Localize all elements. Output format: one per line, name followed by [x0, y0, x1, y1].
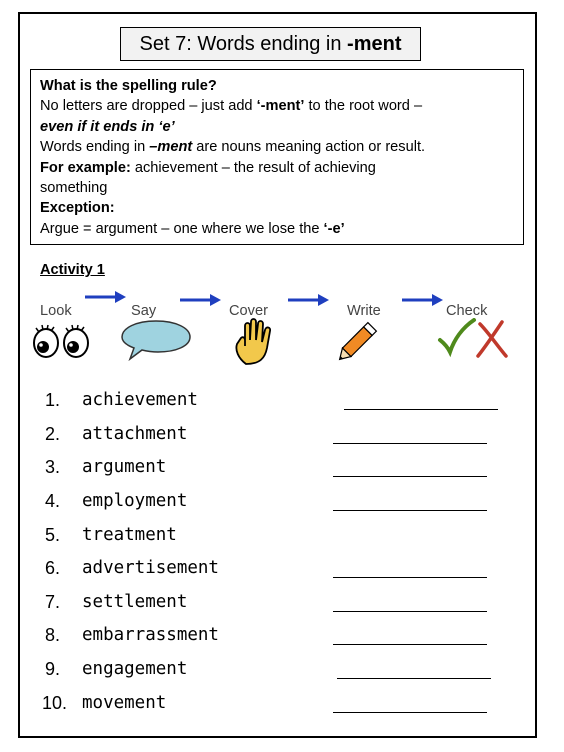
word-text: treatment [82, 525, 177, 545]
arrow-icon [402, 293, 444, 307]
arrow-icon [288, 293, 330, 307]
tick-cross-icon [436, 318, 512, 360]
title-prefix: Set 7: Words ending in [139, 33, 348, 55]
answer-line[interactable] [333, 476, 487, 477]
answer-line[interactable] [333, 443, 487, 444]
list-item: 8. embarrassment [45, 623, 505, 656]
word-text: achievement [82, 390, 198, 410]
word-text: settlement [82, 592, 188, 612]
spelling-rule-box [30, 69, 524, 245]
answer-line[interactable] [333, 611, 487, 612]
answer-line[interactable] [333, 510, 487, 511]
word-text: embarrassment [82, 625, 219, 645]
answer-line[interactable] [344, 409, 498, 410]
list-item: 3. argument [45, 455, 505, 488]
word-text: attachment [82, 424, 188, 444]
rule-line-1: No letters are dropped – just add ‘-ment’ to the root word – [40, 98, 423, 115]
arrow-icon [180, 293, 222, 307]
list-item: 6. advertisement [45, 556, 505, 589]
word-text: employment [82, 491, 188, 511]
page-title [120, 27, 421, 61]
title-suffix: -ment [347, 33, 402, 55]
word-text: argument [82, 457, 167, 477]
step-check-label: Check [446, 303, 488, 319]
list-item: 2. attachment [45, 422, 505, 455]
list-item: 1. achievement [45, 388, 505, 421]
rule-line-3: Words ending in –ment are nouns meaning action or result. [40, 139, 426, 156]
rule-exception-label: Exception: [40, 200, 115, 217]
step-look-label: Look [40, 303, 72, 319]
answer-line[interactable] [333, 644, 487, 645]
eyes-icon [32, 322, 94, 360]
list-item: 7. settlement [45, 590, 505, 623]
word-text: advertisement [82, 558, 219, 578]
rule-example-cont: something [40, 180, 108, 197]
activity-title: Activity 1 [40, 262, 105, 278]
rule-heading: What is the spelling rule? [40, 78, 217, 94]
rule-example: For example: achievement – the result of achieving [40, 159, 376, 176]
list-item: 9. engagement [45, 657, 505, 690]
step-write-label: Write [347, 303, 381, 319]
rule-line-2: even if it ends in ‘e’ [40, 118, 175, 135]
list-item: 5. treatment [45, 525, 177, 545]
pencil-icon [334, 318, 382, 364]
step-say-label: Say [131, 303, 157, 319]
answer-line[interactable] [333, 577, 487, 578]
speech-bubble-icon [118, 318, 194, 362]
arrow-icon [85, 290, 127, 304]
rule-exception: Argue = argument – one where we lose the ‘-e’ [40, 220, 345, 237]
word-text: engagement [82, 659, 188, 679]
hand-icon [232, 316, 278, 366]
list-item: 4. employment [45, 489, 505, 522]
list-item: 10. movement [45, 691, 505, 724]
word-text: movement [82, 693, 167, 713]
step-cover-label: Cover [229, 303, 268, 319]
answer-line[interactable] [333, 712, 487, 713]
answer-line[interactable] [337, 678, 491, 679]
